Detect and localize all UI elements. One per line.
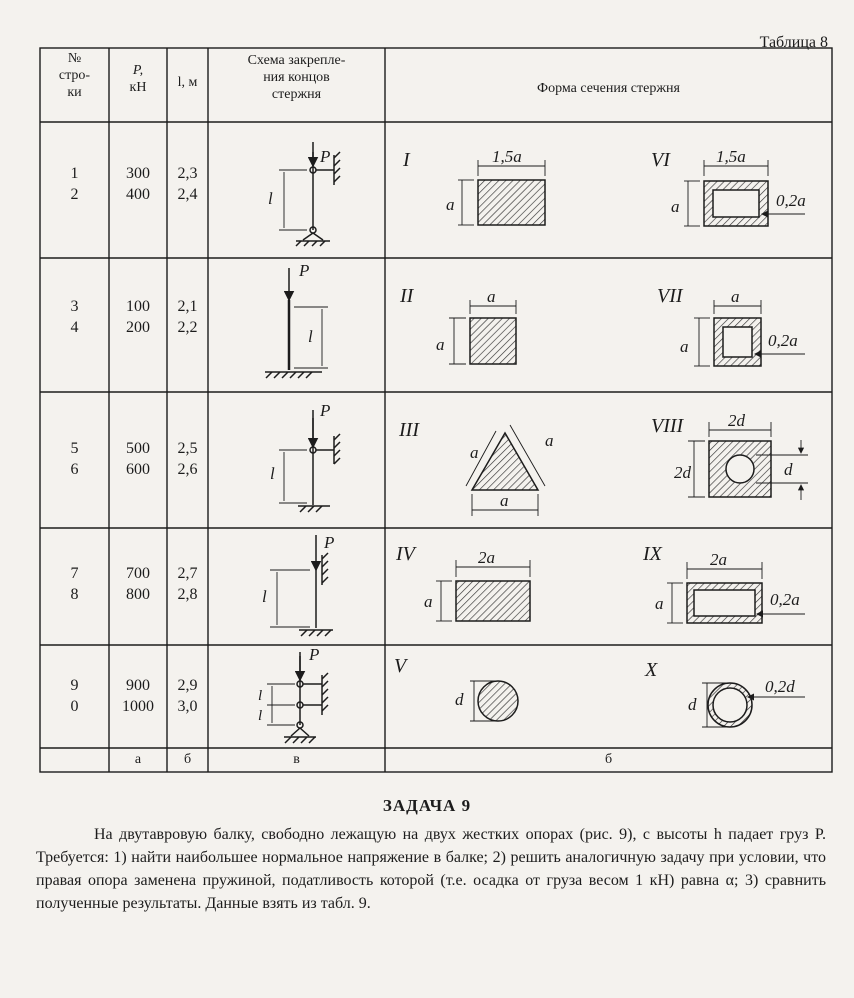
section-I-drawing bbox=[458, 160, 545, 225]
force-value-b: 1000 bbox=[122, 698, 154, 715]
row-3-number bbox=[40, 438, 109, 480]
force-value-a: 300 bbox=[126, 165, 150, 182]
section-VIII-width: 2d bbox=[728, 411, 745, 430]
header-section: Форма сечения стержня bbox=[537, 81, 680, 96]
row-number-a: 7 bbox=[70, 565, 79, 582]
section-I-width: 1,5a bbox=[492, 147, 522, 166]
row-number-b: 4 bbox=[70, 319, 79, 336]
section-V-drawing bbox=[470, 681, 518, 721]
section-VII-label: VII bbox=[657, 285, 683, 307]
scheme-3-length-label: l bbox=[270, 464, 275, 483]
section-VIII-label: VIII bbox=[651, 415, 684, 437]
row-number-b: 0 bbox=[70, 698, 79, 715]
row-number-b: 8 bbox=[70, 586, 79, 603]
scheme-4-length-label: l bbox=[262, 587, 267, 606]
length-value-a: 2,5 bbox=[177, 440, 198, 457]
length-value-b: 2,8 bbox=[177, 586, 198, 603]
task-text: На двутавровую балку, свободно лежащую на двух жестких опорах (рис. 9), с высоты h падает груз P. Требуется: 1) найти наибольшее нормальное напряжение в балке; 2) решить аналогичную задачу при условии, что правая опора заменена пружиной, податливость которой (т.е. осадка от груза весом 1 кН) равна α; 3) сравнить полученные результаты. Данные взять из табл. 9. bbox=[36, 826, 826, 912]
section-VII-height: a bbox=[680, 337, 689, 356]
scheme-4-force-label: P bbox=[324, 533, 335, 552]
table-caption: Таблица 8 bbox=[759, 34, 828, 51]
section-I-height: a bbox=[446, 195, 455, 214]
section-IV-label: IV bbox=[396, 543, 415, 565]
section-X-diameter: d bbox=[688, 695, 697, 714]
row-4-length bbox=[167, 563, 208, 605]
length-value-b: 2,2 bbox=[177, 319, 198, 336]
row-5-force bbox=[109, 675, 167, 717]
section-VII-wall: 0,2a bbox=[768, 331, 798, 350]
section-VI-wall: 0,2a bbox=[776, 191, 806, 210]
row-1-force bbox=[109, 163, 167, 205]
row-2-number bbox=[40, 296, 109, 338]
scheme-2-force-label: P bbox=[299, 261, 310, 280]
row-number-a: 1 bbox=[70, 165, 79, 182]
row-number-a: 3 bbox=[70, 298, 79, 315]
header-row-number bbox=[40, 50, 109, 101]
scheme-3-force-label: P bbox=[320, 401, 331, 420]
section-IX-width: 2a bbox=[710, 550, 727, 569]
section-II-label: II bbox=[400, 285, 414, 307]
row-2-length bbox=[167, 296, 208, 338]
row-number-a: 9 bbox=[70, 677, 79, 694]
section-II-height: a bbox=[436, 335, 445, 354]
section-VII-width: a bbox=[731, 287, 740, 306]
row-1-number bbox=[40, 163, 109, 205]
row-5-number bbox=[40, 675, 109, 717]
header-force bbox=[109, 62, 167, 96]
header-force-line-2: кН bbox=[129, 80, 147, 95]
section-III-side-left: a bbox=[470, 443, 479, 462]
force-value-a: 700 bbox=[126, 565, 150, 582]
row-4-force bbox=[109, 563, 167, 605]
footer-col-v: в bbox=[293, 752, 300, 767]
row-number-a: 5 bbox=[70, 440, 79, 457]
force-value-b: 600 bbox=[126, 461, 150, 478]
force-value-b: 400 bbox=[126, 186, 150, 203]
section-X-wall: 0,2d bbox=[765, 677, 795, 696]
section-IX-height: a bbox=[655, 594, 664, 613]
scheme-5-force-label: P bbox=[309, 645, 320, 664]
row-4-number bbox=[40, 563, 109, 605]
scheme-1-length-label: l bbox=[268, 189, 273, 208]
footer-col-b2: б bbox=[604, 752, 613, 767]
header-scheme-line-3: стержня bbox=[271, 87, 322, 102]
section-III-base: a bbox=[500, 491, 509, 510]
section-IV-height: a bbox=[424, 592, 433, 611]
length-value-b: 2,4 bbox=[177, 186, 198, 203]
force-value-b: 200 bbox=[126, 319, 150, 336]
length-value-a: 2,7 bbox=[177, 565, 198, 582]
row-number-b: 2 bbox=[70, 186, 79, 203]
footer-col-b: б bbox=[183, 752, 192, 767]
row-1-length bbox=[167, 163, 208, 205]
force-value-a: 100 bbox=[126, 298, 150, 315]
force-value-a: 500 bbox=[126, 440, 150, 457]
scheme-1-force-label: P bbox=[320, 147, 331, 166]
section-VIII-hole: d bbox=[784, 460, 793, 479]
section-VI-height: a bbox=[671, 197, 680, 216]
row-5-length bbox=[167, 675, 208, 717]
table-grid bbox=[40, 48, 832, 772]
header-force-line-1: P, bbox=[132, 63, 144, 78]
scheme-5-length-label-2: l bbox=[258, 708, 263, 724]
row-number-b: 6 bbox=[70, 461, 79, 478]
section-VI-width: 1,5a bbox=[716, 147, 746, 166]
force-value-a: 900 bbox=[126, 677, 150, 694]
section-I-label: I bbox=[403, 149, 410, 171]
length-value-a: 2,9 bbox=[177, 677, 198, 694]
task-title: ЗАДАЧА 9 bbox=[382, 796, 472, 815]
section-V-diameter: d bbox=[455, 690, 464, 709]
header-length: l, м bbox=[177, 75, 198, 90]
section-V-label: V bbox=[394, 655, 407, 677]
section-IX-wall: 0,2a bbox=[770, 590, 800, 609]
length-value-b: 3,0 bbox=[177, 698, 198, 715]
header-scheme-line-1: Схема закрепле- bbox=[247, 53, 346, 68]
section-IX-label: IX bbox=[643, 543, 662, 565]
length-value-b: 2,6 bbox=[177, 461, 198, 478]
section-III-side-right: a bbox=[545, 431, 554, 450]
section-II-drawing bbox=[449, 300, 516, 364]
header-row-number-line-2: стро- bbox=[58, 68, 91, 83]
scheme-5 bbox=[267, 652, 328, 743]
scheme-1 bbox=[279, 142, 340, 246]
section-VIII-height: 2d bbox=[674, 463, 691, 482]
row-3-length bbox=[167, 438, 208, 480]
footer-col-a: а bbox=[134, 752, 142, 767]
row-2-force bbox=[109, 296, 167, 338]
row-3-force bbox=[109, 438, 167, 480]
scheme-5-length-label-1: l bbox=[258, 688, 263, 704]
scheme-3 bbox=[279, 410, 340, 512]
header-scheme-line-2: ния концов bbox=[263, 70, 330, 85]
section-IV-width: 2a bbox=[478, 548, 495, 567]
section-III-label: III bbox=[399, 419, 419, 441]
header-row-number-line-1: № bbox=[67, 51, 82, 66]
length-value-a: 2,1 bbox=[177, 298, 198, 315]
section-IV-drawing bbox=[436, 560, 530, 621]
scheme-2 bbox=[265, 268, 328, 378]
header-scheme bbox=[208, 52, 385, 103]
header-row-number-line-3: ки bbox=[67, 85, 82, 100]
force-value-b: 800 bbox=[126, 586, 150, 603]
section-X-label: X bbox=[645, 659, 658, 681]
scheme-2-length-label: l bbox=[308, 327, 313, 346]
section-VI-label: VI bbox=[651, 149, 670, 171]
length-value-a: 2,3 bbox=[177, 165, 198, 182]
section-II-width: a bbox=[487, 287, 496, 306]
